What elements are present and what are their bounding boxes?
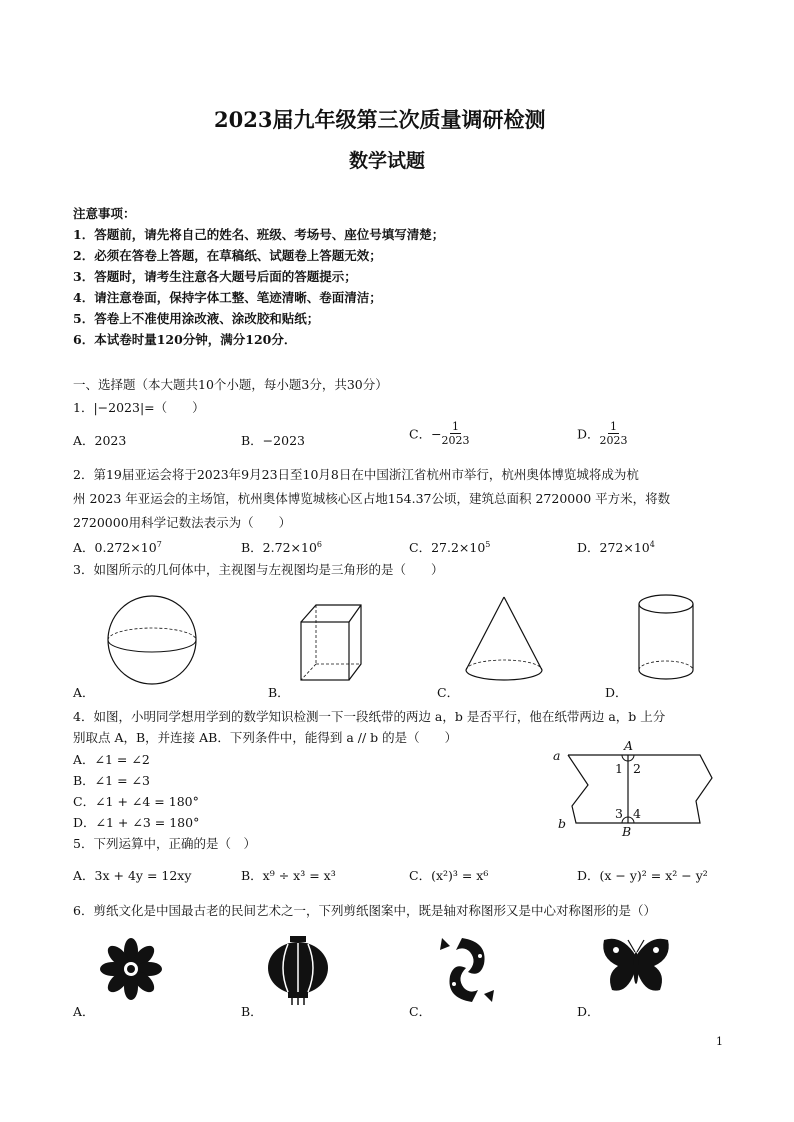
q1-option-a: A．2023 [73, 433, 127, 448]
q2-line: 2．第19届亚运会将于2023年9月23日至10月8日在中国浙江省杭州市举行，杭州奥体博览城将成为杭 [73, 467, 639, 482]
q4-option-d: D．∠1 + ∠3 = 180° [73, 815, 200, 830]
angle-label-3: 3 [615, 806, 623, 821]
q1-option-b: B．−2023 [241, 433, 305, 448]
fraction-numerator: 1 [452, 420, 460, 433]
exponent: 6 [316, 539, 322, 549]
q3-stem: 3．如图所示的几何体中，主视图与左视图均是三角形的是（ ） [73, 562, 444, 577]
q2-option-c-text: C．27.2×10 [409, 540, 486, 555]
section-heading: 一、选择题（本大题共10个小题，每小题3分，共30分） [73, 377, 388, 392]
q2-option-b-text: B．2.72×10 [241, 540, 317, 555]
notice-item: 5．答卷上不准使用涂改液、涂改胶和贴纸； [73, 311, 320, 326]
q1-option-c-prefix: C．− [409, 426, 442, 442]
notice-item: 3．答题时，请考生注意各大题号后面的答题提示； [73, 269, 357, 284]
page-number: 1 [716, 1035, 723, 1048]
q6-label-d: D． [577, 1004, 600, 1019]
flower-papercut-figure [98, 936, 164, 1002]
q5-option-a: A．3x + 4y = 12xy [73, 868, 192, 883]
figure-point-a: A [624, 738, 634, 753]
sphere-figure [100, 595, 204, 685]
angle-label-2: 2 [633, 761, 641, 776]
notice-item: 4．请注意卷面，保持字体工整、笔迹清晰、卷面清洁； [73, 290, 382, 305]
q1-option-d-prefix: D． [577, 426, 600, 442]
fraction-denominator: 2023 [441, 434, 470, 448]
q6-label-c: C． [409, 1004, 432, 1019]
q4-line: 4．如图，小明同学想用学到的数学知识检测一下一段纸带的两边 a，b 是否平行，他在纸带两边 a，b 上分 [73, 709, 666, 724]
exponent: 5 [485, 539, 491, 549]
koi-papercut-figure [432, 934, 502, 1006]
q4-line: 别取点 A，B，并连接 AB．下列条件中，能得到 a // b 的是（ ） [73, 730, 458, 745]
q1-option-d [577, 420, 628, 447]
notice-item: 2．必须在答卷上答题，在草稿纸、试题卷上答题无效； [73, 248, 382, 263]
q5-option-d: D．(x − y)² = x² − y² [577, 868, 708, 883]
figure-point-b: B [622, 824, 632, 839]
paper-strip-figure [548, 738, 728, 842]
exam-subtitle: 数学试题 [349, 150, 426, 172]
q5-option-b: B．x⁹ ÷ x³ = x³ [241, 868, 336, 883]
fraction-numerator: 1 [610, 420, 618, 433]
butterfly-papercut-figure [600, 934, 672, 1002]
q6-stem: 6．剪纸文化是中国最古老的民间艺术之一，下列剪纸图案中，既是轴对称图形又是中心对称图形的是（） [73, 903, 656, 918]
figure-label-a: a [553, 748, 561, 763]
cylinder-figure [636, 593, 696, 685]
q6-label-a: A． [73, 1004, 95, 1019]
q2-option-a-text: A．0.272×10 [73, 540, 157, 555]
q5-stem: 5．下列运算中，正确的是（ ） [73, 836, 256, 851]
q1-option-d-fraction [600, 420, 628, 447]
q4-option-b: B．∠1 = ∠3 [73, 773, 150, 788]
q3-label-d: D． [605, 685, 628, 700]
angle-label-4: 4 [633, 806, 641, 821]
q1-option-c [409, 420, 470, 447]
q6-label-b: B． [241, 1004, 263, 1019]
notice-item: 1．答题前，请先将自己的姓名、班级、考场号、座位号填写清楚； [73, 227, 445, 242]
notice-item: 6．本试卷时量120分钟，满分120分． [73, 332, 297, 347]
exam-title: 2023届九年级第三次质量调研检测 [214, 107, 546, 132]
q3-label-c: C． [437, 685, 460, 700]
q3-label-a: A． [73, 685, 95, 700]
q1-option-c-fraction [442, 420, 470, 447]
q1-stem: 1．|−2023|=（ ） [73, 400, 205, 415]
exponent: 4 [649, 539, 655, 549]
fraction-denominator: 2023 [599, 434, 628, 448]
q4-option-a: A．∠1 = ∠2 [73, 752, 150, 767]
cone-figure [462, 594, 546, 686]
figure-label-b: b [558, 816, 567, 831]
q2-option-c [409, 538, 490, 556]
q3-label-b: B． [268, 685, 290, 700]
q2-line: 州 2023 年亚运会的主场馆，杭州奥体博览城核心区占地154.37公顷，建筑总面积 2720000 平方米，将数 [73, 491, 671, 506]
q2-option-d-text: D．272×10 [577, 540, 650, 555]
q4-option-c: C．∠1 + ∠4 = 180° [73, 794, 199, 809]
q2-option-a [73, 538, 162, 556]
lantern-papercut-figure [266, 934, 330, 1006]
cube-figure [298, 602, 364, 684]
angle-label-1: 1 [615, 761, 623, 776]
q2-option-b [241, 538, 322, 556]
q5-option-c: C．(x²)³ = x⁶ [409, 868, 489, 883]
exponent: 7 [156, 539, 162, 549]
notice-heading: 注意事项： [73, 206, 136, 221]
q2-option-d [577, 538, 655, 556]
q2-line: 2720000用科学记数法表示为（ ） [73, 515, 292, 530]
